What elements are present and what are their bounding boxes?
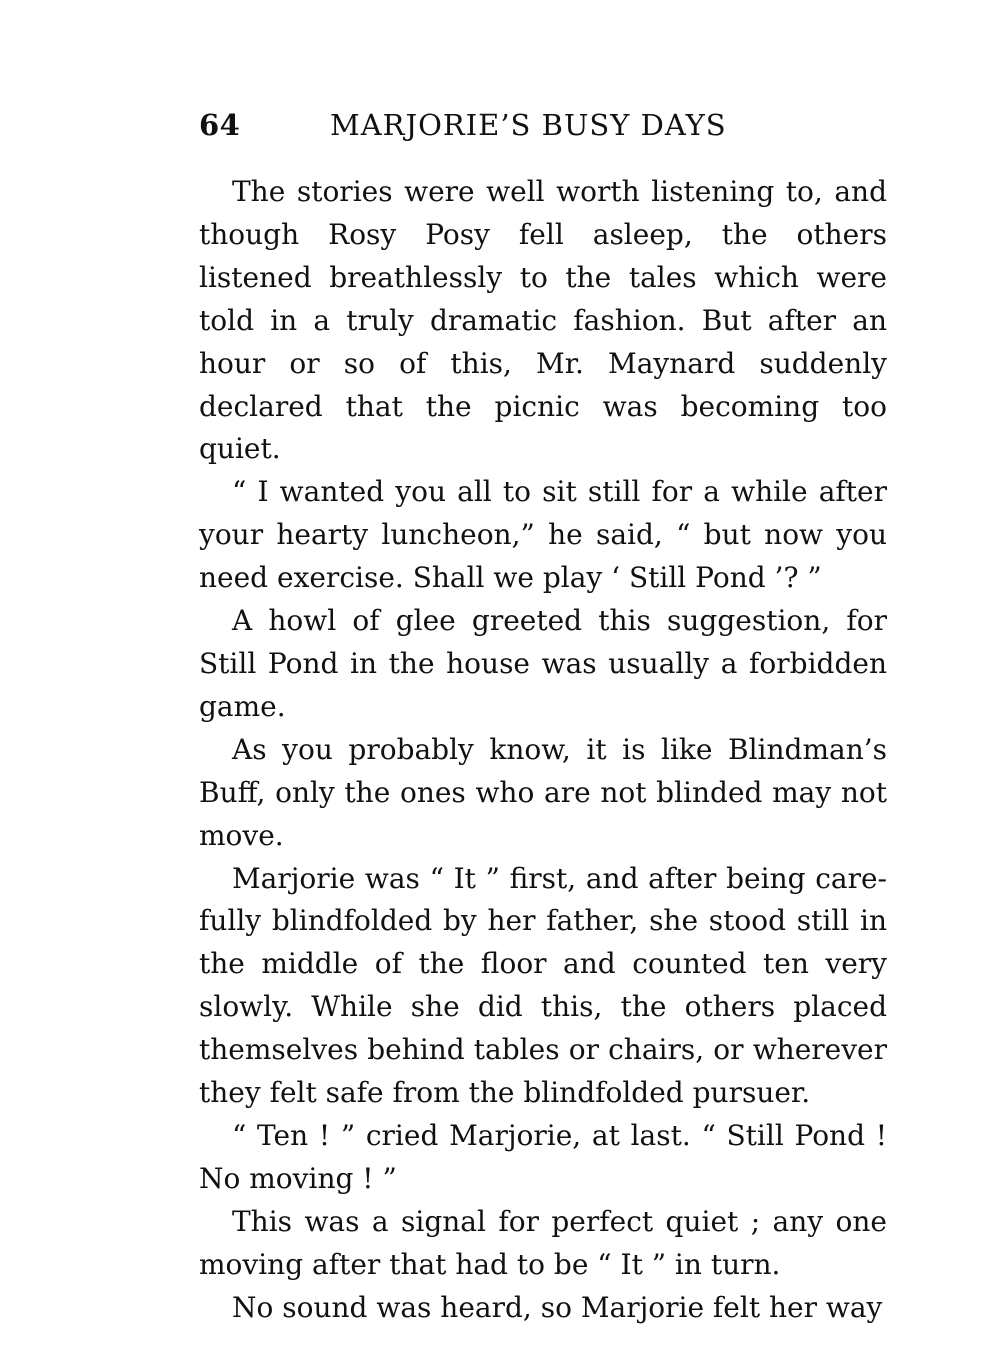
paragraph: As you probably know, it is like Blindman’s Buff, only the ones who are not blinded may not move. bbox=[199, 732, 887, 852]
paragraph: “ I wanted you all to sit still for a while after your hearty luncheon,” he said, “ but now you need exercise. Shall we play ‘ Still Pond ’? ” bbox=[199, 475, 887, 595]
paragraph: Marjorie was “ It ” first, and after being care-fully blindfolded by her father, she stood still in the middle of the floor and counted ten very slowly. While she did this, the others placed themselves behind tables or chairs, or wherever they felt safe from the blindfolded pursuer. bbox=[199, 861, 887, 1110]
paragraph: A howl of glee greeted this suggestion, for Still Pond in the house was usually a forbidden game. bbox=[199, 604, 887, 723]
paragraph: The stories were well worth listening to, and though Rosy Posy fell asleep, the others listened breathlessly to the tales which were told in a truly dramatic fashion. But after an hour or so of this, Mr. Maynard suddenly declared that the picnic was becoming too quiet. bbox=[199, 175, 887, 466]
paragraph: This was a signal for perfect quiet ; any one moving after that had to be “ It ” in turn. bbox=[199, 1204, 887, 1281]
paragraph: “ Ten ! ” cried Marjorie, at last. “ Still Pond ! No moving ! ” bbox=[199, 1118, 887, 1195]
body-text bbox=[199, 171, 887, 1329]
running-title: MARJORIE’S BUSY DAYS bbox=[330, 108, 727, 142]
paragraph: No sound was heard, so Marjorie felt her way bbox=[232, 1290, 883, 1324]
page-number: 64 bbox=[199, 108, 241, 142]
page-header bbox=[199, 108, 889, 158]
